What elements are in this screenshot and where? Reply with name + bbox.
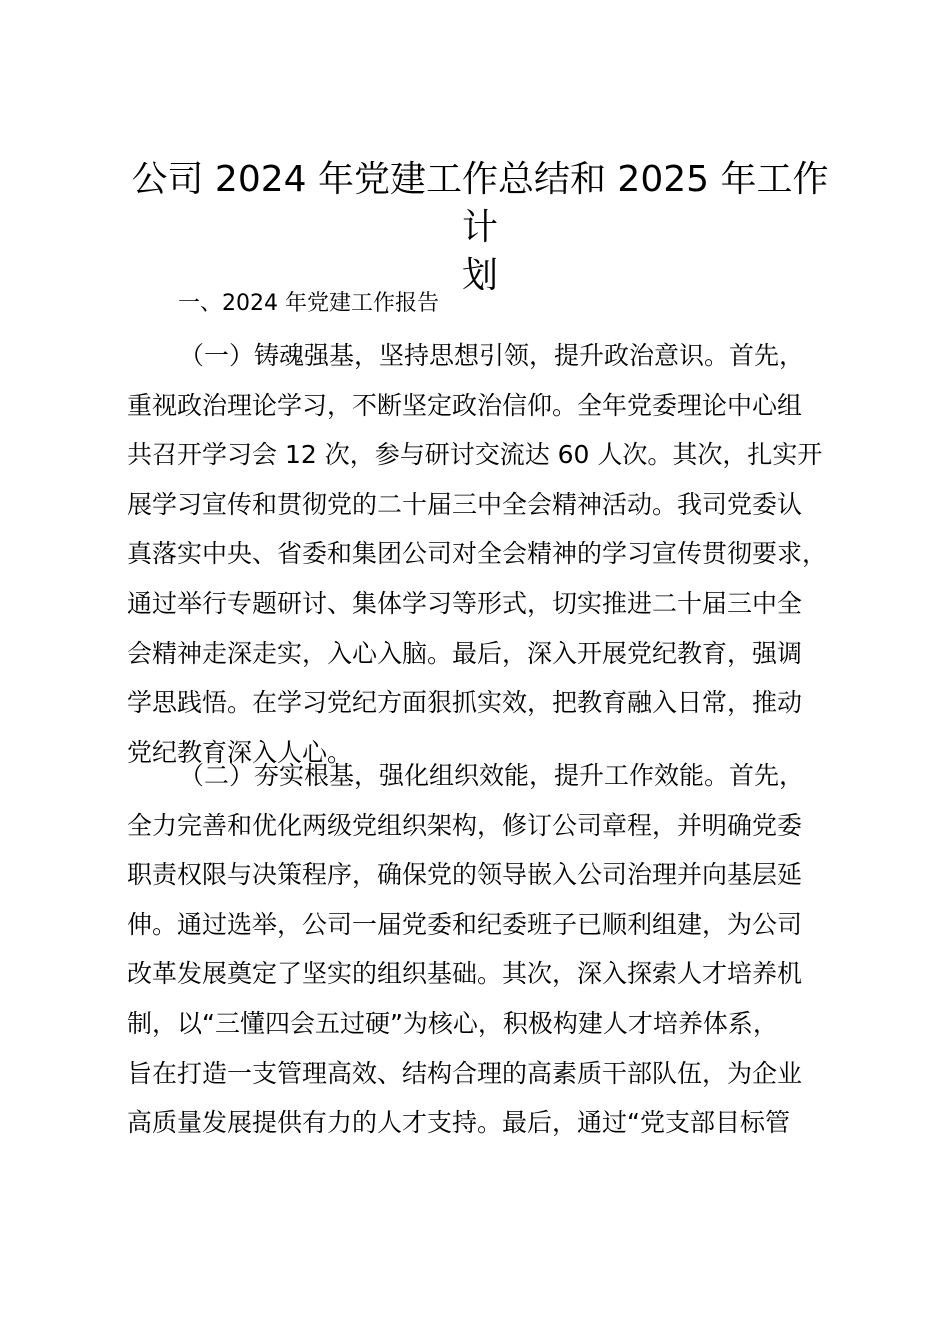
- paragraph-line: 制，以“三懂四会五过硬”为核心，积极构建人才培养体系，: [127, 1008, 778, 1038]
- paragraph-line: 真落实中央、省委和集团公司对全会精神的学习宣传贯彻要求，: [127, 539, 828, 569]
- paragraph-line: 党纪教育深入人心。: [127, 737, 353, 767]
- paragraph-line: 通过举行专题研讨、集体学习等形式，切实推进二十届三中全: [127, 588, 803, 618]
- paragraph-line: 全力完善和优化两级党组织架构，修订公司章程，并明确党委: [127, 810, 803, 840]
- paragraph-line: 旨在打造一支管理高效、结构合理的高素质干部队伍，为企业: [127, 1058, 803, 1088]
- paragraph-line: （一）铸魂强基，坚持思想引领，提升政治意识。首先，: [179, 341, 805, 370]
- paragraph-2: [127, 751, 867, 1148]
- paragraph-line: 职责权限与决策程序，确保党的领导嵌入公司治理并向基层延: [127, 860, 803, 890]
- section-heading: 一、2024 年党建工作报告: [178, 291, 439, 316]
- paragraph-line: 改革发展奠定了坚实的组织基础。其次，深入探索人才培养机: [127, 959, 803, 989]
- paragraph-line: 展学习宣传和贯彻党的二十届三中全会精神活动。我司党委认: [127, 489, 803, 519]
- paragraph-line: 高质量发展提供有力的人才支持。最后，通过“党支部目标管: [127, 1108, 790, 1138]
- paragraph-line: 共召开学习会 12 次，参与研讨交流达 60 人次。其次，扎实开: [127, 440, 823, 470]
- paragraph-line: 重视政治理论学习，不断坚定政治信仰。全年党委理论中心组: [127, 390, 803, 420]
- document-title: [120, 156, 840, 300]
- title-line: 划: [461, 255, 498, 296]
- title-line: 公司 2024 年党建工作总结和 2025 年工作计: [131, 159, 829, 248]
- paragraph-1: [127, 331, 867, 777]
- paragraph-line: 伸。通过选举，公司一届党委和纪委班子已顺利组建，为公司: [127, 909, 803, 939]
- paragraph-line: 会精神走深走实，入心入脑。最后，深入开展党纪教育，强调: [127, 638, 803, 668]
- paragraph-line: 学思践悟。在学习党纪方面狠抓实效，把教育融入日常，推动: [127, 688, 803, 718]
- paragraph-line: （二）夯实根基，强化组织效能，提升工作效能。首先，: [179, 761, 805, 790]
